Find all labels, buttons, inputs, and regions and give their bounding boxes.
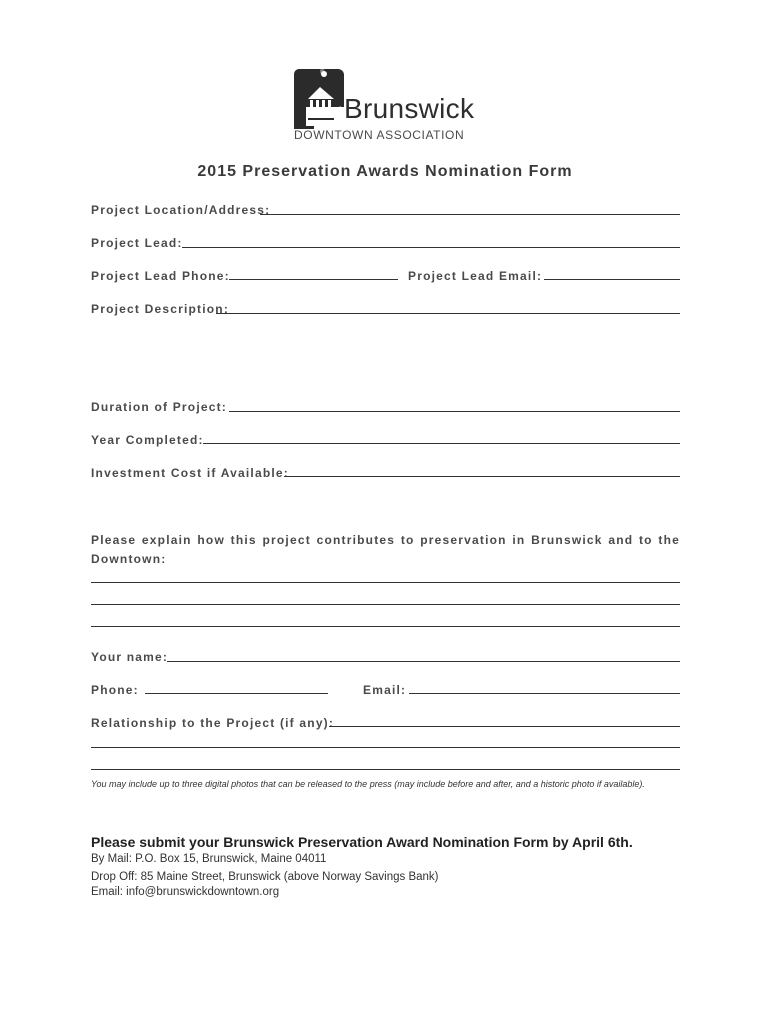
explain-line-1[interactable] [91, 582, 680, 583]
cost-field[interactable] [284, 476, 680, 477]
duration-label: Duration of Project: [91, 400, 228, 414]
cost-label: Investment Cost if Available: [91, 466, 289, 480]
lead-email-label: Project Lead Email: [408, 269, 543, 283]
form-title: 2015 Preservation Awards Nomination Form [197, 163, 573, 180]
year-label: Year Completed: [91, 433, 204, 447]
duration-field[interactable] [229, 411, 680, 412]
your-name-field[interactable] [167, 661, 680, 662]
explain-prompt: Please explain how this project contributes to preservation in Brunswick and to the Downtown: [91, 533, 680, 566]
year-field[interactable] [203, 443, 680, 444]
phone-field[interactable] [145, 693, 328, 694]
relationship-label: Relationship to the Project (if any): [91, 716, 335, 730]
location-field[interactable] [260, 214, 680, 215]
lead-label: Project Lead: [91, 236, 183, 250]
relationship-field[interactable] [329, 726, 680, 727]
location-label: Project Location/Address: [91, 203, 271, 217]
phone-label: Phone: [91, 683, 139, 697]
your-name-label: Your name: [91, 650, 169, 664]
brand-subtitle: DOWNTOWN ASSOCIATION [294, 128, 465, 142]
brand-name: Brunswick [344, 93, 475, 124]
brunswick-logo-icon [294, 69, 347, 129]
lead-phone-field[interactable] [229, 279, 398, 280]
email-field[interactable] [409, 693, 680, 694]
description-field[interactable] [216, 313, 680, 314]
relationship-line-3[interactable] [91, 769, 680, 770]
email-label: Email: [363, 683, 407, 697]
photo-note: You may include up to three digital photos that can be released to the press (may include before and after, and a historic photo if available). [91, 779, 645, 789]
explain-line-2[interactable] [91, 604, 680, 605]
contact-email: Email: info@brunswickdowntown.org [91, 886, 280, 898]
lead-email-field[interactable] [544, 279, 680, 280]
explain-line-3[interactable] [91, 626, 680, 627]
lead-field[interactable] [182, 247, 680, 248]
relationship-line-2[interactable] [91, 747, 680, 748]
dropoff-address: Drop Off: 85 Maine Street, Brunswick (above Norway Savings Bank) [91, 871, 439, 883]
mail-address: By Mail: P.O. Box 15, Brunswick, Maine 04011 [91, 853, 327, 865]
registered-mark: ® [320, 70, 325, 76]
submit-heading: Please submit your Brunswick Preservation Award Nomination Form by April 6th. [91, 834, 633, 850]
lead-phone-label: Project Lead Phone: [91, 269, 230, 283]
description-label: Project Description: [91, 302, 230, 316]
